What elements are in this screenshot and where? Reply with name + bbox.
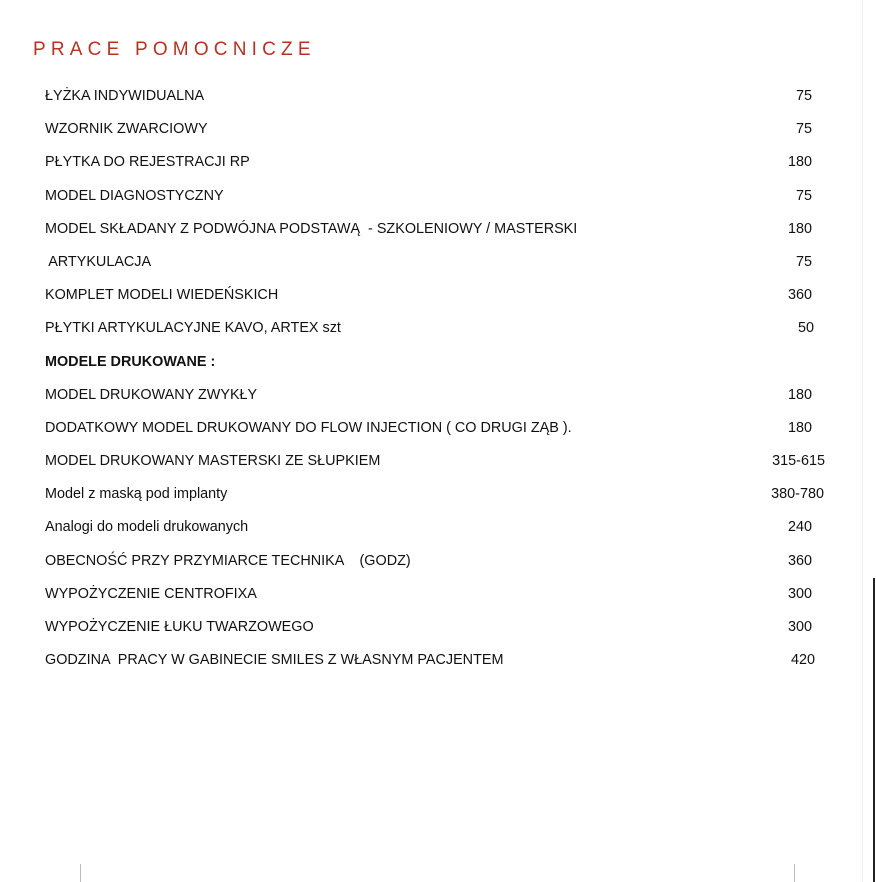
- item-price: 75: [795, 121, 812, 138]
- item-name: DODATKOWY MODEL DRUKOWANY DO FLOW INJECTION ( CO DRUGI ZĄB ).: [45, 419, 572, 436]
- item-name: PŁYTKA DO REJESTRACJI RP: [45, 154, 250, 171]
- item-name: WYPOŻYCZENIE ŁUKU TWARZOWEGO: [45, 619, 314, 635]
- price-row: [0, 477, 876, 510]
- item-price: 315-615: [772, 453, 825, 470]
- item-price: 180: [787, 386, 812, 403]
- item-name: WZORNIK ZWARCIOWY: [45, 121, 208, 138]
- price-row: [0, 411, 876, 444]
- item-name: MODEL SKŁADANY Z PODWÓJNA PODSTAWĄ - SZKOLENIOWY / MASTERSKI: [45, 220, 578, 237]
- item-price: 300: [787, 585, 812, 602]
- price-list: [0, 79, 876, 676]
- item-price: 360: [787, 552, 812, 569]
- item-name: MODEL DRUKOWANY MASTERSKI ZE SŁUPKIEM: [45, 453, 381, 470]
- item-name: Model z maską pod implanty: [45, 486, 228, 503]
- price-row: [0, 378, 876, 411]
- price-row: [0, 610, 876, 643]
- item-name: ŁYŻKA INDYWIDUALNA: [45, 88, 205, 104]
- price-row: [0, 510, 876, 543]
- item-name: Analogi do modeli drukowanych: [45, 519, 249, 536]
- item-price: 75: [795, 253, 812, 270]
- item-price: 300: [787, 619, 812, 635]
- price-row: [0, 79, 876, 112]
- page-edge-faint: [862, 0, 863, 882]
- price-row: [0, 544, 876, 577]
- price-row: [0, 145, 876, 178]
- item-name: OBECNOŚĆ PRZY PRZYMIARCE TECHNIKA (GODZ): [45, 552, 411, 569]
- item-price: 50: [797, 320, 814, 337]
- price-row: [0, 643, 876, 676]
- page-title: PRACE POMOCNICZE: [33, 39, 316, 60]
- item-name: MODEL DIAGNOSTYCZNY: [45, 187, 224, 204]
- item-price: 360: [787, 287, 812, 304]
- price-row: [0, 577, 876, 610]
- item-name: PŁYTKI ARTYKULACYJNE KAVO, ARTEX szt: [45, 320, 341, 337]
- page-edge-line: [873, 578, 875, 882]
- item-price: 75: [795, 88, 812, 104]
- price-row: [0, 179, 876, 212]
- item-name: MODEL DRUKOWANY ZWYKŁY: [45, 386, 258, 403]
- item-name: GODZINA PRACY W GABINECIE SMILES Z WŁASNYM PACJENTEM: [45, 652, 504, 669]
- crop-mark-right: [794, 864, 795, 882]
- price-row: [0, 112, 876, 145]
- item-name: ARTYKULACJA: [45, 253, 152, 270]
- item-price: 180: [787, 220, 812, 237]
- crop-mark-left: [80, 864, 81, 882]
- price-row: [0, 311, 876, 344]
- price-row: [0, 444, 876, 477]
- item-name: KOMPLET MODELI WIEDEŃSKICH: [45, 287, 279, 304]
- item-price: 420: [790, 652, 815, 669]
- price-row: [0, 212, 876, 245]
- item-price: 180: [787, 419, 812, 436]
- section-heading-label: MODELE DRUKOWANE :: [45, 353, 216, 370]
- price-row: [0, 245, 876, 278]
- item-price: 380-780: [771, 486, 824, 503]
- section-heading: [0, 345, 876, 378]
- item-price: 75: [795, 187, 812, 204]
- item-price: 240: [787, 519, 812, 536]
- item-name: WYPOŻYCZENIE CENTROFIXA: [45, 585, 257, 602]
- item-price: 180: [787, 154, 812, 171]
- price-row: [0, 278, 876, 311]
